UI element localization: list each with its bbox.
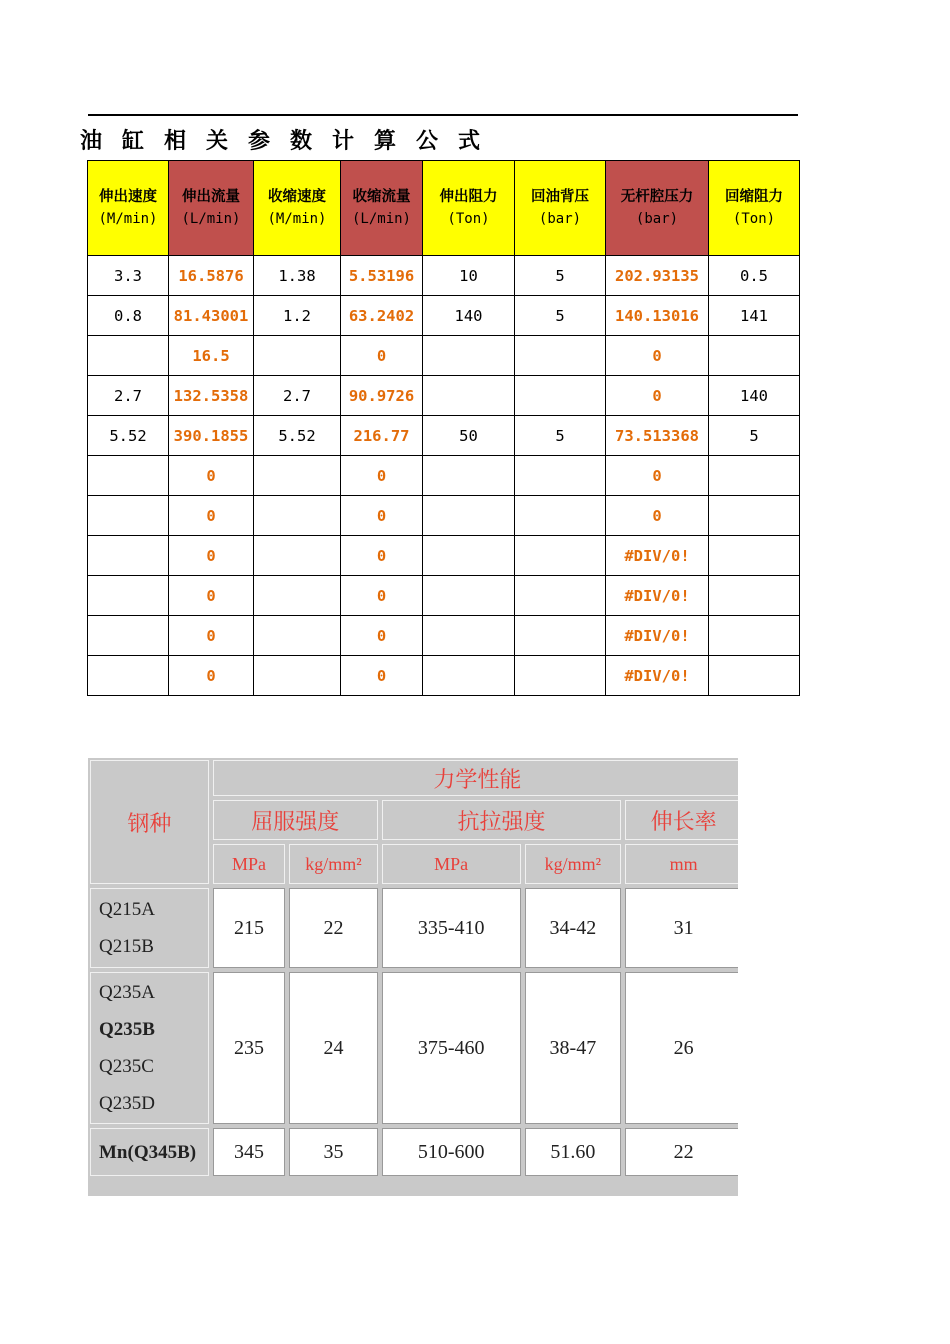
calc-cell[interactable]: 0 [606, 456, 709, 496]
grade-name: Q215B [99, 936, 154, 957]
steel-properties-image [88, 758, 738, 1196]
calc-cell[interactable]: 0 [169, 456, 254, 496]
calc-cell[interactable] [88, 616, 169, 656]
calc-cell[interactable]: 10 [423, 256, 515, 296]
calc-cell[interactable]: 0 [606, 336, 709, 376]
steel-value-cell: 26 [625, 972, 738, 1124]
unit-cell: kg/mm² [525, 844, 622, 884]
unit-cell: mm [625, 844, 738, 884]
steel-row [90, 1128, 738, 1176]
calc-cell[interactable]: 16.5876 [169, 256, 254, 296]
steel-value-cell: 34-42 [525, 888, 622, 968]
calc-row [88, 576, 800, 616]
calc-cell[interactable]: #DIV/0! [606, 576, 709, 616]
steel-value-cell: 215 [213, 888, 285, 968]
calc-cell[interactable]: 141 [709, 296, 800, 336]
calc-cell[interactable]: 0 [169, 536, 254, 576]
mechanical-properties-header: 力学性能 [213, 760, 738, 796]
calc-cell[interactable]: 0.8 [88, 296, 169, 336]
calc-cell[interactable]: 0 [341, 616, 423, 656]
header-label: 无杆腔压力 [620, 188, 694, 205]
steel-row [90, 888, 738, 968]
calc-row [88, 296, 800, 336]
sheet-title: 油缸相关参数计算公式 [80, 128, 501, 154]
calc-cell[interactable] [709, 456, 800, 496]
calc-cell[interactable] [709, 536, 800, 576]
steel-value-cell: 51.60 [525, 1128, 622, 1176]
calc-cell[interactable]: 5.52 [88, 416, 169, 456]
steel-value-cell: 38-47 [525, 972, 622, 1124]
header-unit: (Ton) [732, 211, 776, 227]
calc-cell[interactable]: 0 [341, 336, 423, 376]
steel-value-cell: 510-600 [382, 1128, 521, 1176]
header-label: 收缩速度 [268, 188, 326, 205]
steel-value-cell: 22 [625, 1128, 738, 1176]
calc-cell[interactable]: 202.93135 [606, 256, 709, 296]
header-unit: (L/min) [351, 211, 411, 227]
steel-value-cell: 35 [289, 1128, 378, 1176]
calc-header-cell [169, 161, 254, 256]
steel-value-cell: 235 [213, 972, 285, 1124]
calc-cell[interactable] [423, 576, 515, 616]
calc-cell[interactable]: 0 [341, 456, 423, 496]
steel-header-row-1 [90, 760, 738, 796]
calc-row [88, 656, 800, 696]
grade-header: 钢种 [90, 760, 209, 884]
calc-cell[interactable]: 0 [341, 496, 423, 536]
calc-cell[interactable]: 390.1855 [169, 416, 254, 456]
calc-cell[interactable] [423, 456, 515, 496]
grade-name: Mn(Q345B) [99, 1141, 197, 1163]
calc-header-cell [423, 161, 515, 256]
steel-properties-table [88, 758, 738, 1180]
calc-cell[interactable]: 0 [341, 656, 423, 696]
header-unit: (bar) [538, 211, 582, 227]
calc-cell[interactable]: 5 [515, 256, 606, 296]
calc-cell[interactable] [423, 376, 515, 416]
steel-row [90, 972, 738, 1124]
calc-header-cell [88, 161, 169, 256]
calc-cell[interactable] [254, 656, 341, 696]
calc-cell[interactable]: 0 [606, 496, 709, 536]
calc-body [88, 256, 800, 696]
calc-cell[interactable]: #DIV/0! [606, 616, 709, 656]
calc-cell[interactable]: 0 [169, 496, 254, 536]
calc-cell[interactable]: 2.7 [88, 376, 169, 416]
calc-cell[interactable]: 5.52 [254, 416, 341, 456]
calc-cell[interactable]: 3.3 [88, 256, 169, 296]
calc-cell[interactable] [515, 456, 606, 496]
unit-cell: MPa [213, 844, 285, 884]
calc-cell[interactable]: 0 [169, 576, 254, 616]
calc-cell[interactable]: 73.513368 [606, 416, 709, 456]
calc-cell[interactable]: 5.53196 [341, 256, 423, 296]
calc-row [88, 256, 800, 296]
calc-cell[interactable]: 0 [341, 536, 423, 576]
header-label: 伸出流量 [182, 188, 240, 205]
grade-cell [90, 972, 209, 1124]
calc-cell[interactable] [709, 656, 800, 696]
calc-cell[interactable] [423, 536, 515, 576]
calc-cell[interactable] [423, 616, 515, 656]
calc-table [87, 160, 800, 696]
calc-row [88, 456, 800, 496]
calc-cell[interactable] [254, 496, 341, 536]
calc-cell[interactable]: #DIV/0! [606, 536, 709, 576]
calc-cell[interactable] [515, 616, 606, 656]
calc-cell[interactable] [515, 576, 606, 616]
calc-cell[interactable]: 140 [709, 376, 800, 416]
grade-name: Q235B [99, 1019, 155, 1040]
calc-cell[interactable] [254, 536, 341, 576]
calc-cell[interactable]: 63.2402 [341, 296, 423, 336]
calc-row [88, 376, 800, 416]
calc-cell[interactable] [423, 656, 515, 696]
calc-cell[interactable]: 81.43001 [169, 296, 254, 336]
calc-cell[interactable]: 132.5358 [169, 376, 254, 416]
calc-cell[interactable] [88, 456, 169, 496]
calc-row [88, 616, 800, 656]
grade-cell [90, 888, 209, 968]
calc-cell[interactable] [515, 376, 606, 416]
calc-cell[interactable]: #DIV/0! [606, 656, 709, 696]
grade-name: Q235D [99, 1093, 155, 1114]
calc-cell[interactable]: 216.77 [341, 416, 423, 456]
steel-value-cell: 335-410 [382, 888, 521, 968]
calc-header-row [88, 161, 800, 256]
calc-row [88, 416, 800, 456]
calc-cell[interactable] [709, 336, 800, 376]
calc-cell[interactable]: 0 [169, 616, 254, 656]
header-unit: (L/min) [181, 211, 241, 227]
header-unit: (M/min) [98, 211, 158, 227]
calc-cell[interactable]: 140 [423, 296, 515, 336]
steel-value-cell: 375-460 [382, 972, 521, 1124]
header-label: 回缩阻力 [725, 188, 783, 205]
steel-value-cell: 24 [289, 972, 378, 1124]
calc-cell[interactable] [423, 336, 515, 376]
calc-cell[interactable]: 1.38 [254, 256, 341, 296]
calc-cell[interactable]: 0 [606, 376, 709, 416]
top-rule [88, 114, 798, 116]
calc-cell[interactable] [254, 336, 341, 376]
header-label: 回油背压 [531, 188, 589, 205]
yield-strength-header: 屈服强度 [213, 800, 378, 840]
steel-value-cell: 31 [625, 888, 738, 968]
calc-cell[interactable] [709, 616, 800, 656]
header-label: 收缩流量 [352, 188, 411, 205]
calc-row [88, 496, 800, 536]
calc-cell[interactable]: 16.5 [169, 336, 254, 376]
calc-cell[interactable] [515, 496, 606, 536]
calc-cell[interactable] [515, 336, 606, 376]
calc-cell[interactable] [515, 656, 606, 696]
calc-cell[interactable] [254, 576, 341, 616]
grade-name: Q235A [99, 982, 155, 1003]
calc-cell[interactable] [709, 576, 800, 616]
calc-row [88, 536, 800, 576]
calc-cell[interactable]: 2.7 [254, 376, 341, 416]
calc-cell[interactable]: 5 [709, 416, 800, 456]
header-label: 伸出速度 [99, 188, 157, 205]
steel-value-cell: 22 [289, 888, 378, 968]
calc-cell[interactable]: 90.9726 [341, 376, 423, 416]
calc-cell[interactable] [515, 536, 606, 576]
calc-cell[interactable] [88, 576, 169, 616]
calc-cell[interactable] [254, 456, 341, 496]
calc-cell[interactable] [423, 496, 515, 536]
grade-cell [90, 1128, 209, 1176]
unit-cell: kg/mm² [289, 844, 378, 884]
calc-header-cell [254, 161, 341, 256]
unit-cell: MPa [382, 844, 521, 884]
grade-name: Q215A [99, 899, 155, 920]
calc-header-cell [709, 161, 800, 256]
calc-cell[interactable] [88, 656, 169, 696]
calc-header-cell [341, 161, 423, 256]
elongation-header: 伸长率 [625, 800, 738, 840]
header-unit: (bar) [635, 211, 679, 227]
calc-cell[interactable]: 140.13016 [606, 296, 709, 336]
calc-row [88, 336, 800, 376]
calc-header-cell [515, 161, 606, 256]
calc-cell[interactable]: 0.5 [709, 256, 800, 296]
header-label: 伸出阻力 [439, 188, 498, 205]
calc-cell[interactable] [254, 616, 341, 656]
calc-cell[interactable] [88, 496, 169, 536]
calc-cell[interactable] [709, 496, 800, 536]
calc-cell[interactable]: 1.2 [254, 296, 341, 336]
calc-cell[interactable]: 5 [515, 416, 606, 456]
header-unit: (Ton) [447, 211, 490, 227]
calc-cell[interactable]: 0 [341, 576, 423, 616]
tensile-strength-header: 抗拉强度 [382, 800, 621, 840]
grade-name: Q235C [99, 1056, 154, 1077]
calc-cell[interactable] [88, 536, 169, 576]
calc-cell[interactable] [88, 336, 169, 376]
steel-value-cell: 345 [213, 1128, 285, 1176]
calc-cell[interactable]: 5 [515, 296, 606, 336]
header-unit: (M/min) [267, 211, 327, 227]
calc-cell[interactable]: 50 [423, 416, 515, 456]
calc-cell[interactable]: 0 [169, 656, 254, 696]
calc-header-cell [606, 161, 709, 256]
